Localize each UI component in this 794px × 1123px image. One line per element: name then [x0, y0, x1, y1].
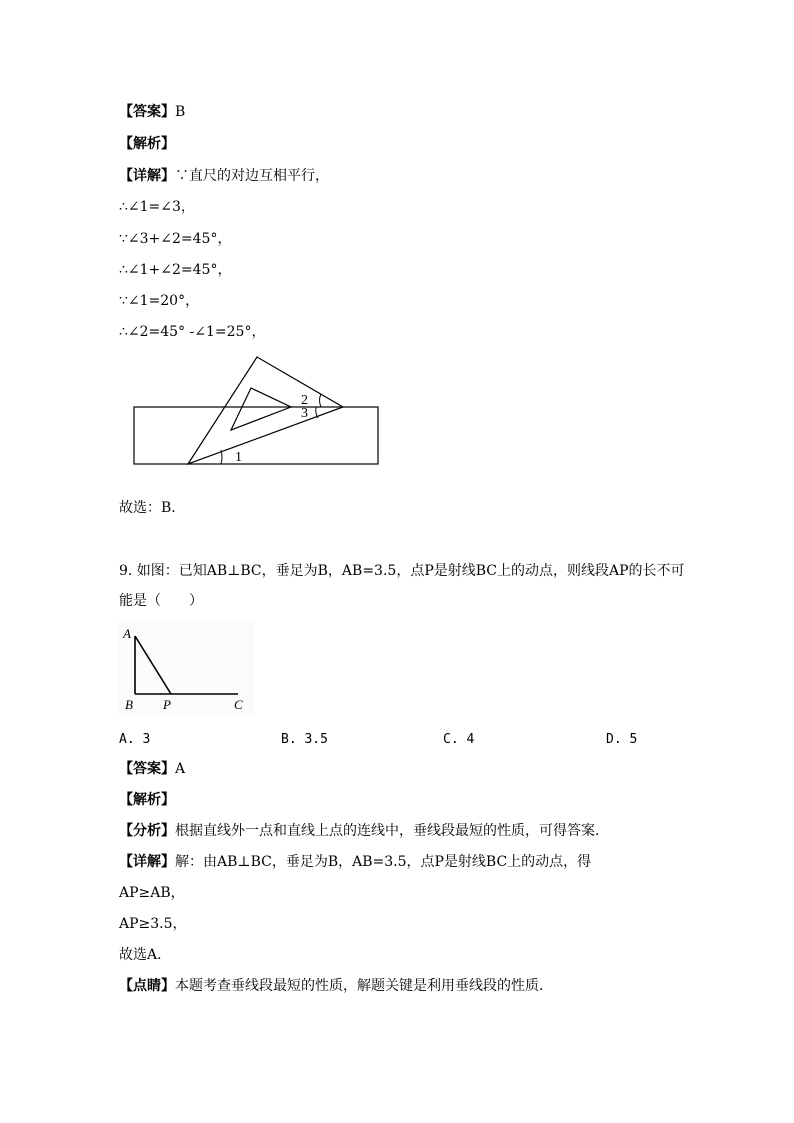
- q9-stem-line2: 能是（ ）: [119, 593, 203, 609]
- q9-comment-line: [119, 977, 553, 995]
- q8-step: ∵∠1=20°，: [119, 293, 200, 309]
- q9-analysis-text: 根据直线外一点和直线上点的连线中，垂线段最短的性质，可得答案．: [175, 823, 609, 839]
- q8-detail-label: 【详解】: [119, 168, 175, 184]
- q9-figure: [118, 620, 254, 714]
- q9-answer-line: [119, 760, 185, 778]
- q9-step: AP≥3.5，: [119, 916, 187, 932]
- angle-label-1: 1: [235, 450, 242, 465]
- q8-conclusion: 故选：B．: [119, 500, 186, 516]
- ruler: [134, 407, 378, 464]
- q9-analysis-heading: 【分析】: [119, 823, 175, 839]
- q8-analysis-label: 【解析】: [119, 136, 175, 152]
- q9-option-d: D. 5: [606, 732, 638, 747]
- angle-arc-1: [221, 450, 222, 464]
- point-label-a: A: [123, 626, 131, 641]
- q8-step: ∵∠3+∠2=45°，: [119, 231, 232, 247]
- q9-option-b: B. 3.5: [281, 732, 328, 747]
- q9-option-c: C. 4: [443, 732, 475, 747]
- q9-stem-line1: 9. 如图：已知AB⊥BC，垂足为B，AB=3.5，点P是射线BC上的动点，则线段AP的长不可: [119, 563, 685, 579]
- q9-comment-label: 【点睛】: [119, 978, 175, 994]
- q9-analysis-line: [119, 822, 609, 840]
- angle-arc-2: [320, 394, 322, 407]
- q9-detail-line: [119, 853, 591, 871]
- q8-step: ∴∠1+∠2=45°，: [119, 262, 232, 278]
- point-label-b: B: [125, 697, 133, 712]
- ruler-triangle-figure: [125, 350, 390, 470]
- q8-answer-label: 【答案】: [119, 104, 175, 120]
- point-label-c: C: [234, 697, 243, 712]
- q8-detail-text: ∵直尺的对边互相平行，: [175, 168, 329, 184]
- q9-step: AP≥AB，: [119, 885, 185, 901]
- q9-option-a: A. 3: [119, 732, 151, 747]
- q9-answer-value: A: [175, 761, 186, 777]
- q8-answer-value: B: [175, 104, 186, 120]
- angle-label-2: 2: [301, 393, 308, 408]
- set-square-inner: [231, 388, 291, 430]
- q9-step: 故选A．: [119, 947, 172, 963]
- q9-detail-text: 解：由AB⊥BC，垂足为B，AB=3.5，点P是射线BC上的动点，得: [175, 854, 592, 870]
- q8-answer-line: [119, 103, 185, 121]
- q8-step: ∴∠2=45° -∠1=25°，: [119, 324, 266, 340]
- set-square-outer: [188, 357, 343, 464]
- q9-comment-text: 本题考查垂线段最短的性质，解题关键是利用垂线段的性质．: [175, 978, 553, 994]
- q8-detail-line: [119, 167, 329, 185]
- q9-analysis-label: 【解析】: [119, 792, 175, 808]
- q8-step: ∴∠1=∠3，: [119, 199, 195, 215]
- q9-answer-label: 【答案】: [119, 761, 175, 777]
- point-label-p: P: [163, 697, 171, 712]
- angle-label-3: 3: [301, 406, 308, 421]
- q9-detail-label: 【详解】: [119, 854, 175, 870]
